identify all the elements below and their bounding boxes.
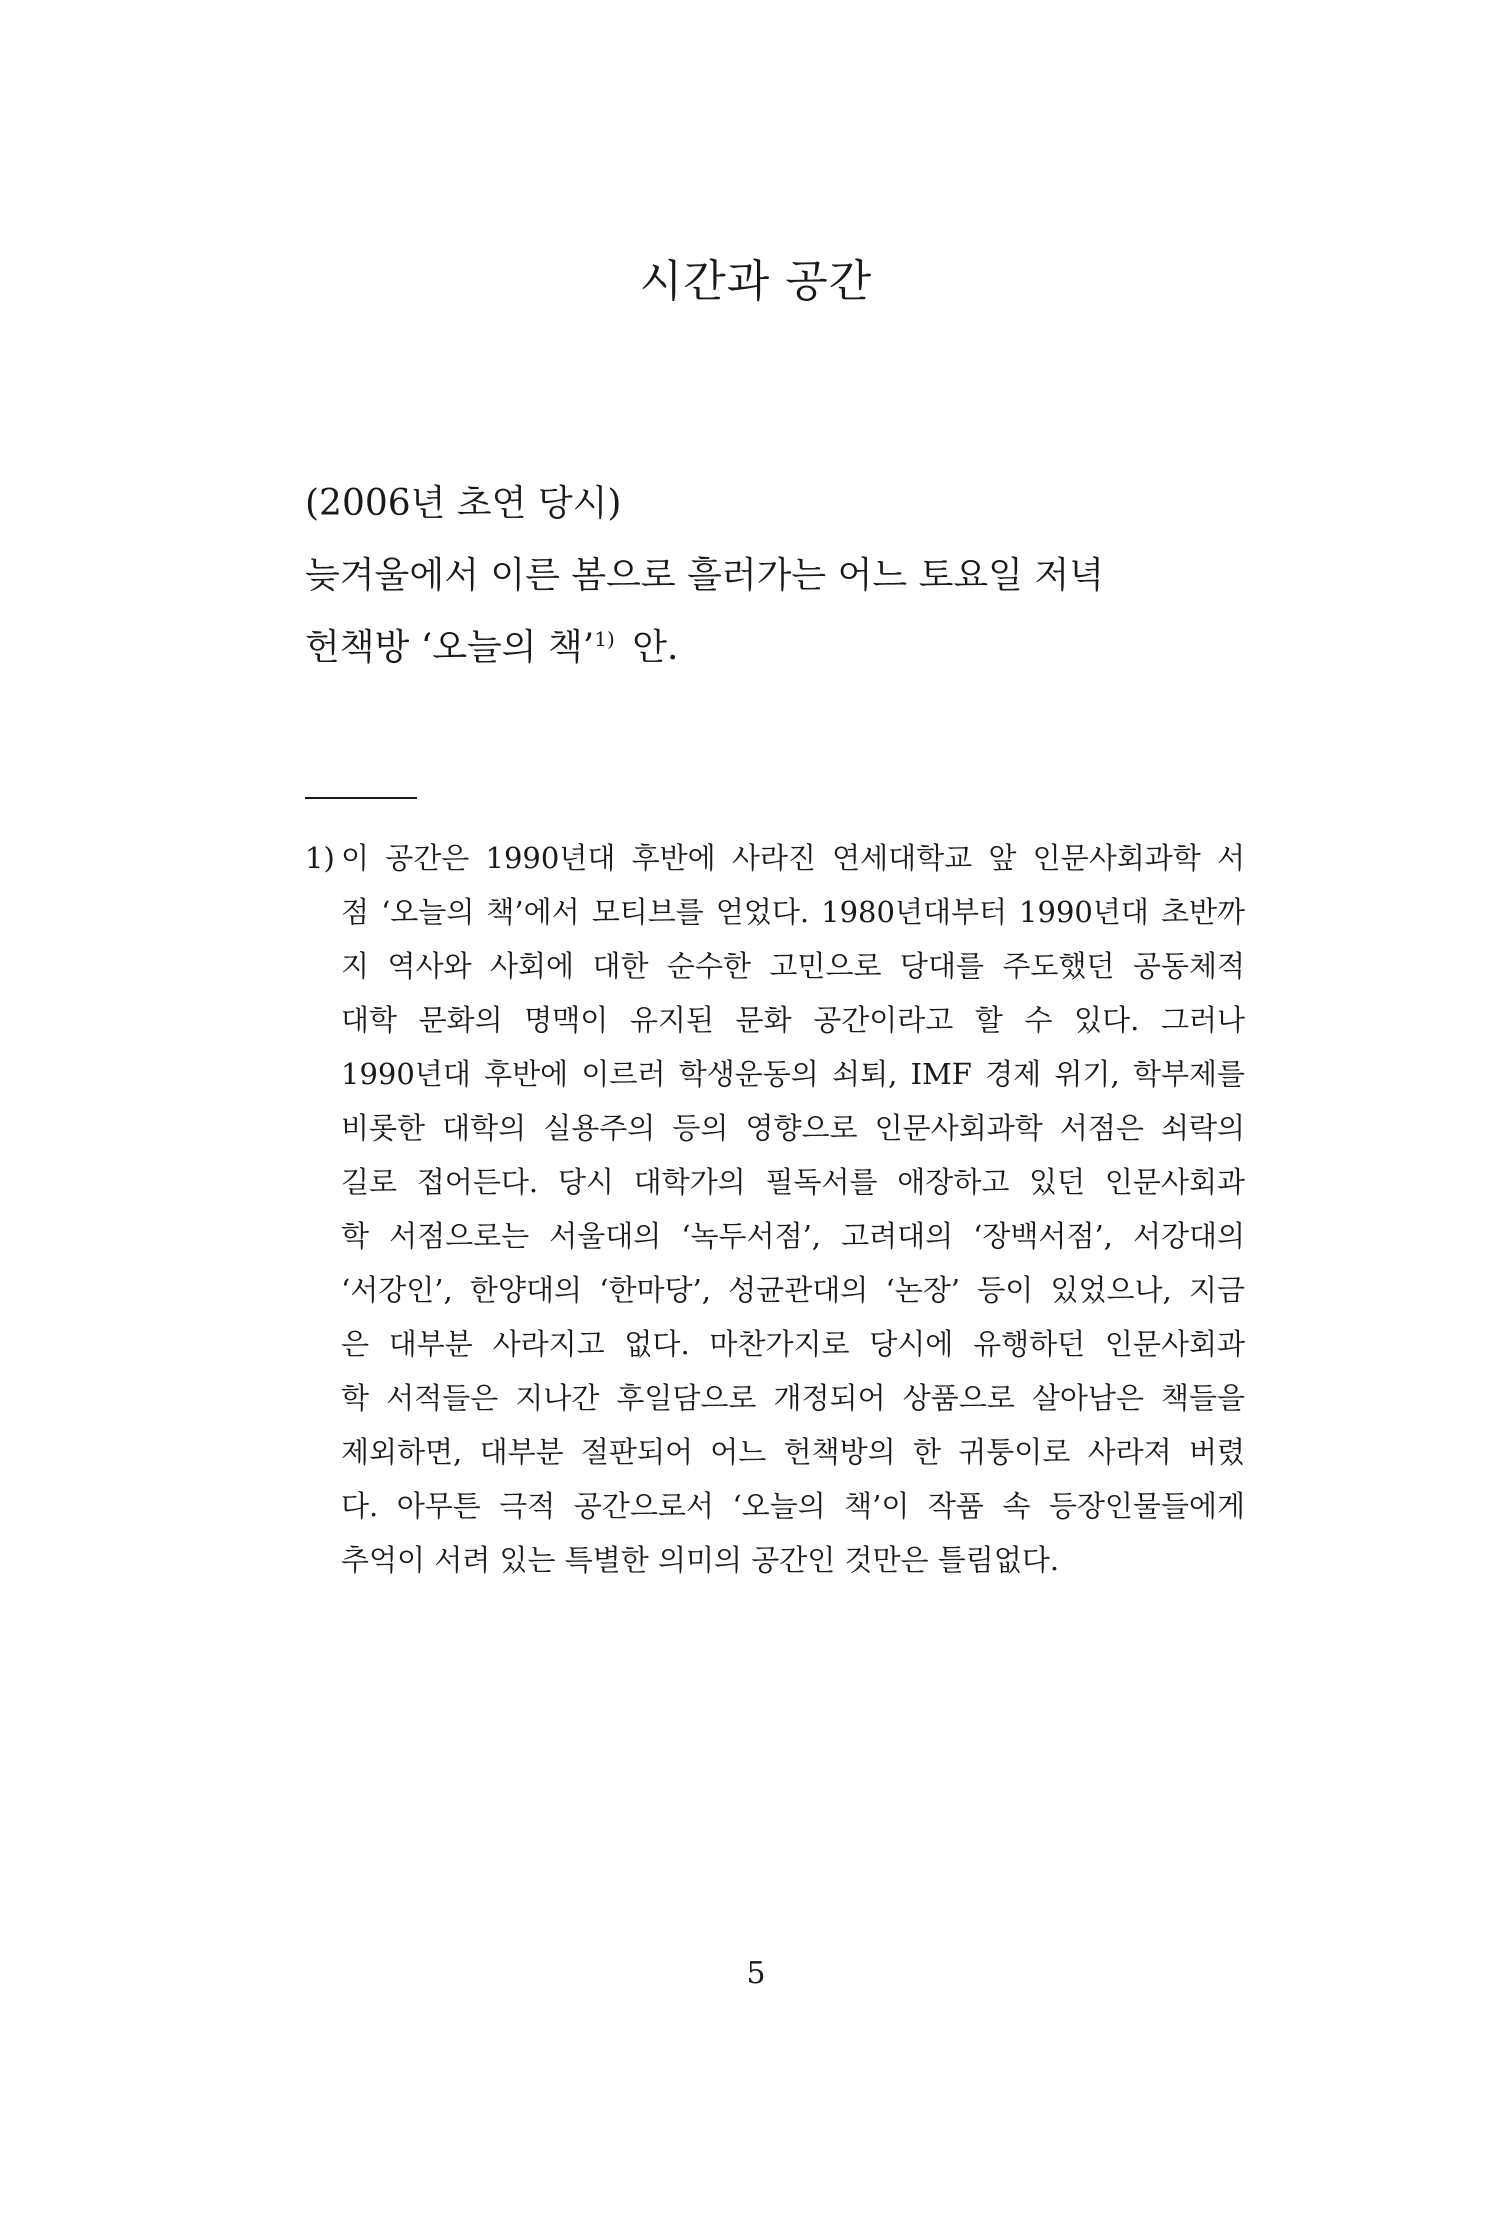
footnote-number: 1): [305, 841, 335, 875]
page-number: 5: [746, 1956, 766, 1991]
footnote-line: 점 ‘오늘의 책’에서 모티브를 얻었다. 1980년대부터 1990년대 초반까: [341, 895, 1245, 929]
footnote-line: 1990년대 후반에 이르러 학생운동의 쇠퇴, IMF 경제 위기, 학부제를: [341, 1057, 1245, 1091]
footnote-line: ‘서강인’, 한양대의 ‘한마당’, 성균관대의 ‘논장’ 등이 있었으나, 지금: [341, 1273, 1245, 1307]
stage-direction: [305, 468, 1305, 684]
stage-direction-line-3-end: 안.: [620, 627, 679, 668]
footnote-reference: 1): [594, 627, 615, 651]
stage-direction-line-2: 늦겨울에서 이른 봄으로 흘러가는 어느 토요일 저녁: [305, 555, 1104, 596]
footnote-divider: [305, 797, 417, 799]
footnote-line: 학 서점으로는 서울대의 ‘녹두서점’, 고려대의 ‘장백서점’, 서강대의: [341, 1219, 1245, 1253]
footnote-line: 다. 아무튼 극적 공간으로서 ‘오늘의 책’이 작품 속 등장인물들에게: [341, 1489, 1245, 1523]
footnote-line: 대학 문화의 명맥이 유지된 문화 공간이라고 할 수 있다. 그러나: [341, 1003, 1245, 1037]
footnote-line: 길로 접어든다. 당시 대학가의 필독서를 애장하고 있던 인문사회과: [341, 1165, 1245, 1199]
footnote-line: 제외하면, 대부분 절판되어 어느 헌책방의 한 귀퉁이로 사라져 버렸: [341, 1435, 1245, 1469]
footnote: [305, 831, 1245, 1587]
footnote-line: 학 서적들은 지나간 후일담으로 개정되어 상품으로 살아남은 책들을: [341, 1381, 1245, 1415]
footnote-line: 비롯한 대학의 실용주의 등의 영향으로 인문사회과학 서점은 쇠락의: [341, 1111, 1245, 1145]
stage-direction-line-1: (2006년 초연 당시): [305, 483, 622, 524]
stage-direction-line-3: [305, 612, 1305, 684]
stage-direction-line-3-text: 헌책방 ‘오늘의 책’: [305, 627, 595, 668]
footnote-line: 은 대부분 사라지고 없다. 마찬가지로 당시에 유행하던 인문사회과: [341, 1327, 1245, 1361]
footnote-line: [305, 831, 1245, 885]
footnote-line: 지 역사와 사회에 대한 순수한 고민으로 당대를 주도했던 공동체적: [341, 949, 1245, 983]
footnote-line-text: 이 공간은 1990년대 후반에 사라진 연세대학교 앞 인문사회과학 서: [341, 841, 1245, 875]
footnote-line: 추억이 서려 있는 특별한 의미의 공간인 것만은 틀림없다.: [341, 1543, 1060, 1577]
page-title: 시간과 공간: [639, 256, 873, 307]
